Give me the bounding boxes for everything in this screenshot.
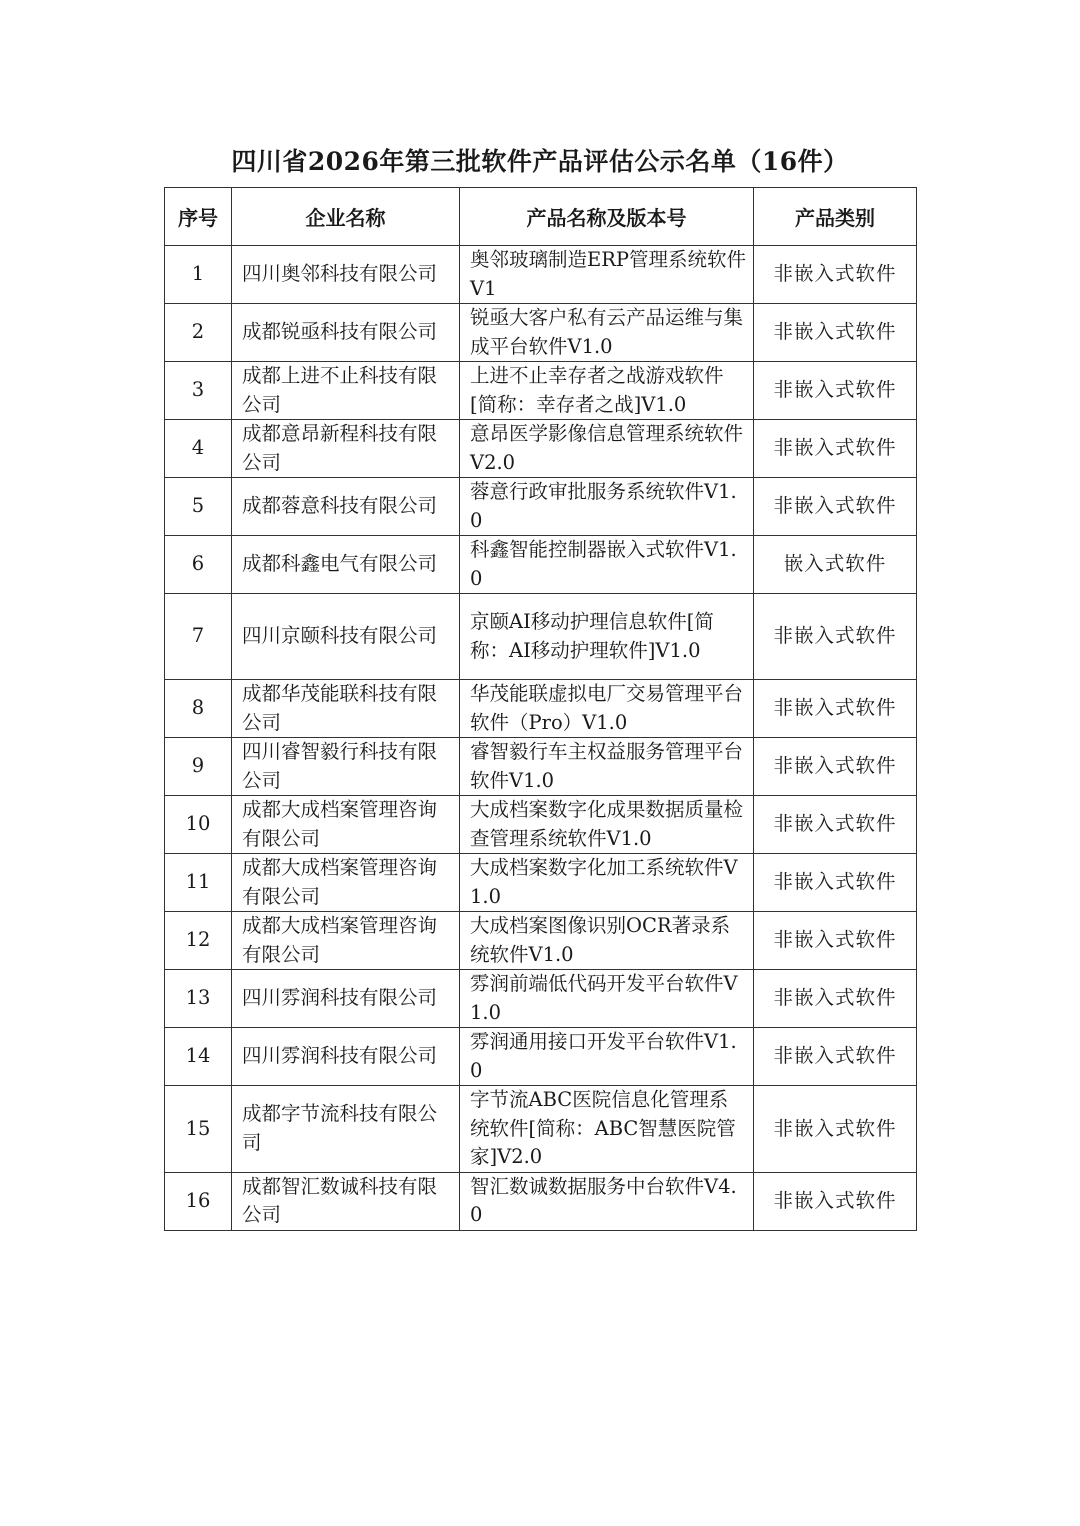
row-product-category: 非嵌入式软件 (754, 1086, 917, 1173)
table-row (165, 738, 917, 796)
row-product-category: 非嵌入式软件 (754, 854, 917, 912)
table-row (165, 594, 917, 680)
row-product-name: 锐亟大客户私有云产品运维与集成平台软件V1.0 (460, 304, 754, 362)
row-product-name: 睿智毅行车主权益服务管理平台软件V1.0 (460, 738, 754, 796)
row-company-name: 成都字节流科技有限公司 (232, 1086, 460, 1173)
row-product-category: 非嵌入式软件 (754, 1028, 917, 1086)
row-serial-number: 6 (165, 536, 232, 594)
row-product-category: 非嵌入式软件 (754, 362, 917, 420)
row-company-name: 四川雰润科技有限公司 (232, 1028, 460, 1086)
table-row (165, 1028, 917, 1086)
row-product-name: 京颐AI移动护理信息软件[简称：AI移动护理软件]V1.0 (460, 594, 754, 680)
row-company-name: 成都锐亟科技有限公司 (232, 304, 460, 362)
row-product-name: 上进不止幸存者之战游戏软件[简称：幸存者之战]V1.0 (460, 362, 754, 420)
row-serial-number: 9 (165, 738, 232, 796)
row-product-name: 奥邻玻璃制造ERP管理系统软件V1 (460, 246, 754, 304)
row-serial-number: 2 (165, 304, 232, 362)
table-row (165, 304, 917, 362)
header-product-name: 产品名称及版本号 (460, 188, 754, 246)
row-serial-number: 4 (165, 420, 232, 478)
row-product-category: 嵌入式软件 (754, 536, 917, 594)
row-product-name: 大成档案图像识别OCR著录系统软件V1.0 (460, 912, 754, 970)
table-row (165, 680, 917, 738)
row-serial-number: 1 (165, 246, 232, 304)
row-serial-number: 11 (165, 854, 232, 912)
row-serial-number: 13 (165, 970, 232, 1028)
table-row (165, 796, 917, 854)
row-company-name: 成都大成档案管理咨询有限公司 (232, 854, 460, 912)
document-title: 四川省2026年第三批软件产品评估公示名单（16件） (231, 147, 849, 176)
row-product-name: 大成档案数字化成果数据质量检查管理系统软件V1.0 (460, 796, 754, 854)
header-product-category: 产品类别 (754, 188, 917, 246)
row-product-name: 大成档案数字化加工系统软件V1.0 (460, 854, 754, 912)
row-company-name: 成都科鑫电气有限公司 (232, 536, 460, 594)
row-product-category: 非嵌入式软件 (754, 738, 917, 796)
row-serial-number: 5 (165, 478, 232, 536)
row-product-category: 非嵌入式软件 (754, 594, 917, 680)
row-product-category: 非嵌入式软件 (754, 970, 917, 1028)
table-row (165, 970, 917, 1028)
row-product-category: 非嵌入式软件 (754, 912, 917, 970)
row-product-name: 智汇数诚数据服务中台软件V4.0 (460, 1172, 754, 1230)
row-company-name: 四川京颐科技有限公司 (232, 594, 460, 680)
row-product-name: 字节流ABC医院信息化管理系统软件[简称：ABC智慧医院管家]V2.0 (460, 1086, 754, 1173)
row-company-name: 成都华茂能联科技有限公司 (232, 680, 460, 738)
row-product-category: 非嵌入式软件 (754, 246, 917, 304)
table-row (165, 912, 917, 970)
row-serial-number: 15 (165, 1086, 232, 1173)
table-row (165, 1086, 917, 1173)
row-product-name: 华茂能联虚拟电厂交易管理平台软件（Pro）V1.0 (460, 680, 754, 738)
row-product-name: 科鑫智能控制器嵌入式软件V1.0 (460, 536, 754, 594)
table-header-row (165, 188, 917, 246)
header-company-name: 企业名称 (232, 188, 460, 246)
row-product-name: 蓉意行政审批服务系统软件V1.0 (460, 478, 754, 536)
row-serial-number: 8 (165, 680, 232, 738)
row-company-name: 四川睿智毅行科技有限公司 (232, 738, 460, 796)
row-company-name: 成都上进不止科技有限公司 (232, 362, 460, 420)
row-product-name: 雰润通用接口开发平台软件V1.0 (460, 1028, 754, 1086)
table-row (165, 246, 917, 304)
table-row (165, 420, 917, 478)
row-serial-number: 16 (165, 1172, 232, 1230)
product-list-table (164, 187, 917, 1231)
row-product-category: 非嵌入式软件 (754, 420, 917, 478)
row-serial-number: 14 (165, 1028, 232, 1086)
header-serial-number: 序号 (165, 188, 232, 246)
table-row (165, 362, 917, 420)
row-product-category: 非嵌入式软件 (754, 796, 917, 854)
row-product-category: 非嵌入式软件 (754, 478, 917, 536)
table-row (165, 536, 917, 594)
row-product-name: 雰润前端低代码开发平台软件V1.0 (460, 970, 754, 1028)
row-product-category: 非嵌入式软件 (754, 304, 917, 362)
row-product-name: 意昂医学影像信息管理系统软件V2.0 (460, 420, 754, 478)
row-product-category: 非嵌入式软件 (754, 1172, 917, 1230)
row-serial-number: 3 (165, 362, 232, 420)
table-row (165, 1172, 917, 1230)
row-serial-number: 12 (165, 912, 232, 970)
row-serial-number: 7 (165, 594, 232, 680)
row-company-name: 四川雰润科技有限公司 (232, 970, 460, 1028)
table-row (165, 854, 917, 912)
row-company-name: 成都蓉意科技有限公司 (232, 478, 460, 536)
row-company-name: 成都意昂新程科技有限公司 (232, 420, 460, 478)
row-company-name: 成都智汇数诚科技有限公司 (232, 1172, 460, 1230)
row-company-name: 成都大成档案管理咨询有限公司 (232, 796, 460, 854)
row-company-name: 四川奥邻科技有限公司 (232, 246, 460, 304)
row-product-category: 非嵌入式软件 (754, 680, 917, 738)
table-row (165, 478, 917, 536)
row-company-name: 成都大成档案管理咨询有限公司 (232, 912, 460, 970)
row-serial-number: 10 (165, 796, 232, 854)
